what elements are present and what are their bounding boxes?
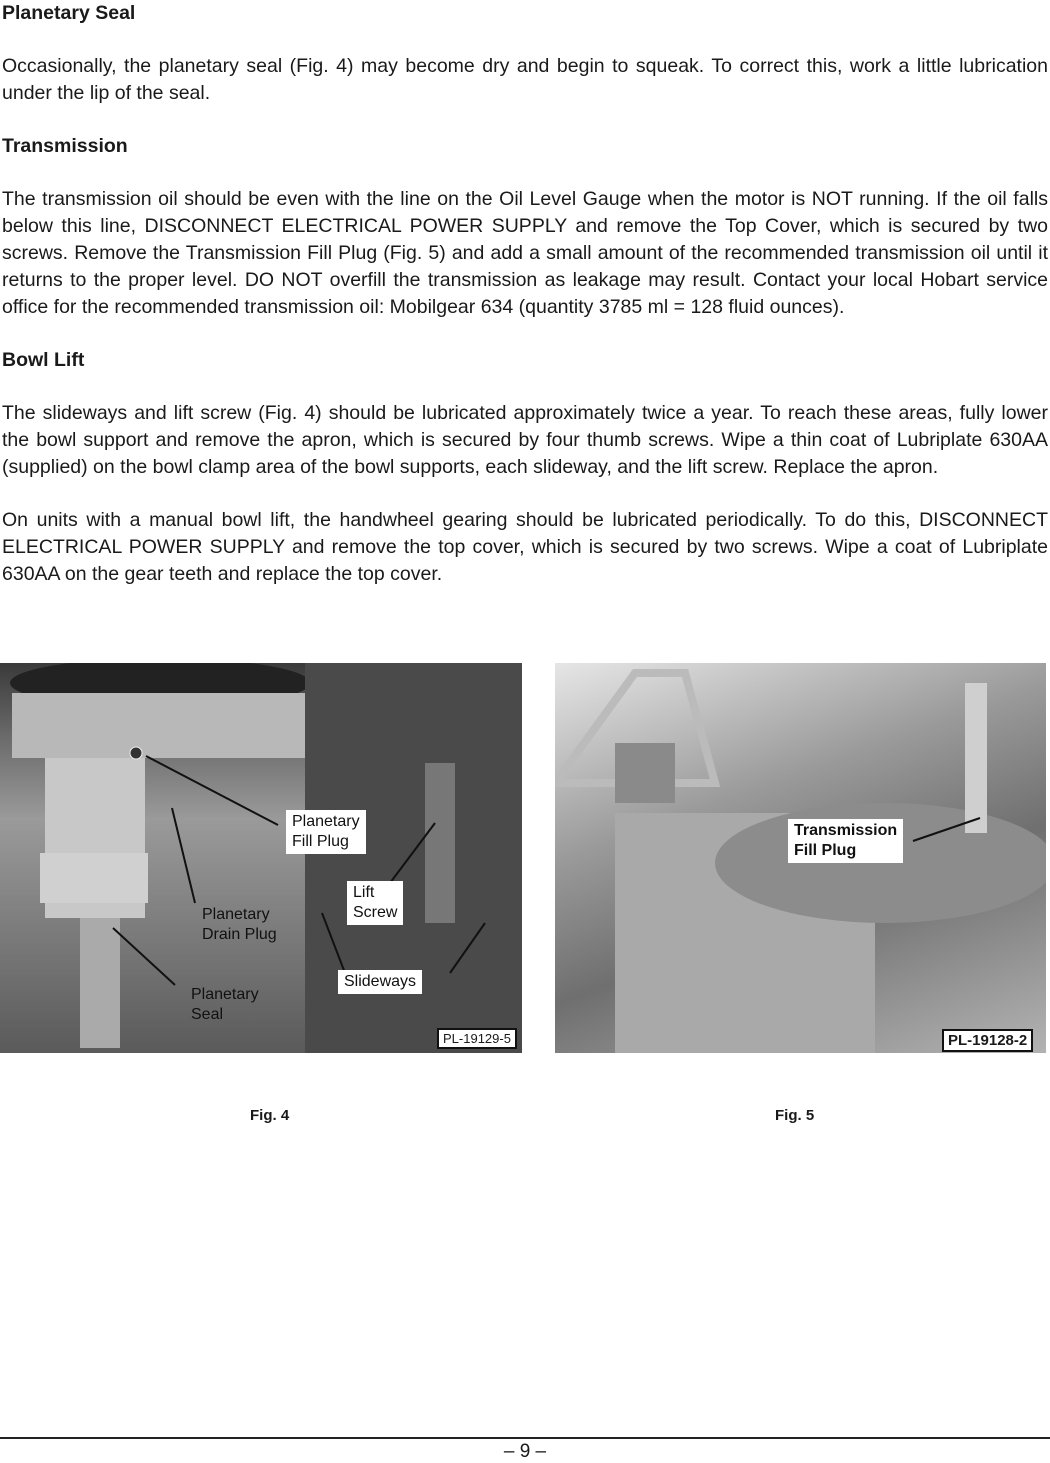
paragraph: On units with a manual bowl lift, the handwheel gearing should be lubricated periodically. To do this, DISCONNECT ELECTRICAL POWER SUPPLY and remove the top cover, which is secured by two screws. Wipe a coat of Lubriplate 630AA on the gear teeth and replace the top cover. — [2, 509, 1048, 585]
paragraph: The slideways and lift screw (Fig. 4) should be lubricated approximately twice a year. To reach these areas, fully lower the bowl support and remove the apron, which is secured by four thumb screws. Wipe a thin coat of Lubriplate 630AA (supplied) on the bowl clamp area of the bowl supports, each slideway, and the lift screw. Replace the apron. — [2, 402, 1048, 478]
photo-id-tag: PL-19129-5 — [437, 1028, 517, 1049]
label-planetary-fill-plug: Planetary Fill Plug — [286, 810, 366, 854]
label-planetary-seal: Planetary Seal — [191, 986, 259, 1023]
heading-transmission: Transmission — [2, 135, 128, 157]
label-lift-screw: Lift Screw — [347, 881, 403, 925]
heading-planetary-seal: Planetary Seal — [2, 2, 136, 24]
figure-5-photo — [555, 663, 1046, 1053]
label-transmission-fill-plug: Transmission Fill Plug — [788, 819, 903, 863]
photo-id-tag: PL-19128-2 — [942, 1029, 1033, 1052]
page-number: – 9 – — [503, 1441, 547, 1462]
figure-4-caption: Fig. 4 — [250, 1107, 290, 1124]
document-body — [2, 0, 1048, 588]
heading-bowl-lift: Bowl Lift — [2, 349, 85, 371]
paragraph: Occasionally, the planetary seal (Fig. 4) may become dry and begin to squeak. To correct this, work a little lubrication under the lip of the seal. — [2, 55, 1048, 104]
label-slideways: Slideways — [338, 970, 422, 994]
label-planetary-drain-plug: Planetary Drain Plug — [202, 906, 277, 943]
figure-5-caption: Fig. 5 — [775, 1107, 815, 1124]
footer-rule — [0, 1437, 1050, 1439]
paragraph: The transmission oil should be even with the line on the Oil Level Gauge when the motor is NOT running. If the oil falls below this line, DISCONNECT ELECTRICAL POWER SUPPLY and remove the Top Cover, which is secured by two screws. Remove the Transmission Fill Plug (Fig. 5) and add a small amount of the recommended transmission oil until it returns to the proper level. DO NOT overfill the transmission as leakage may result. Contact your local Hobart service office for the recommended transmission oil: Mobilgear 634 (quantity 3785 ml = 128 fluid ounces). — [2, 188, 1048, 318]
figure-4-photo — [0, 663, 522, 1053]
